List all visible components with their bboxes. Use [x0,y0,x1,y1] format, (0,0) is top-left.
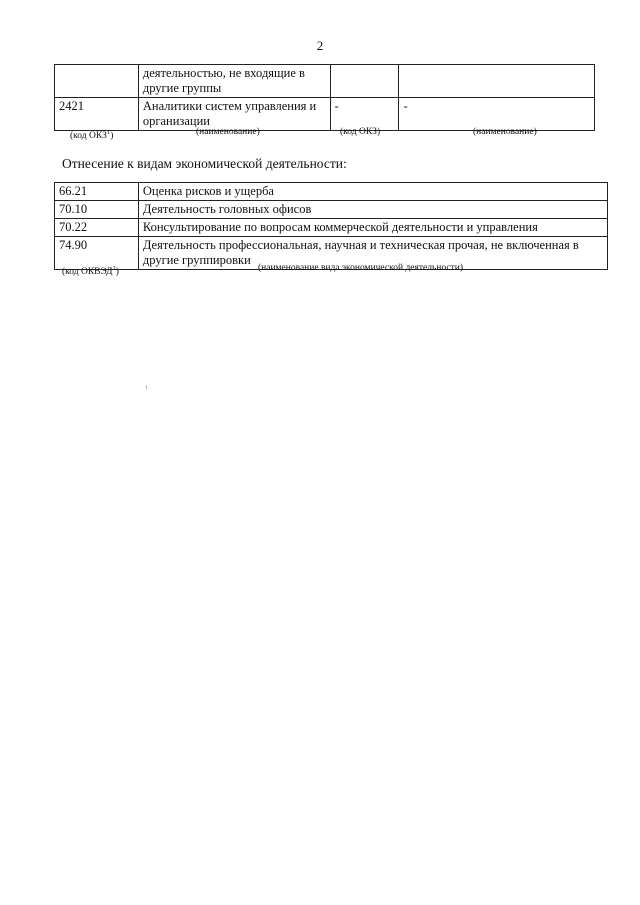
table-row [55,201,608,219]
okz-code-cell [55,65,139,98]
okved-name-cell: Деятельность головных офисов [138,201,607,219]
caption-text: (код ОКВЭД [62,267,113,278]
okved-name-caption: (наименование вида экономической деятельности) [258,263,463,273]
okz-table [54,64,595,131]
okz-code-cell: 2421 [55,98,139,131]
table-row [55,98,595,131]
caption-close: ) [115,267,119,278]
page-number: 2 [316,38,324,53]
okz-code2-cell: - [330,98,399,131]
scan-speck [146,385,147,389]
okved-code-cell: 74.90 [55,237,139,270]
okved-code-cell: 66.21 [55,183,139,201]
okz-name2-cell [399,65,595,98]
okved-code-cell: 70.22 [55,219,139,237]
okved-heading: Отнесение к видам экономической деятельности: [62,156,347,171]
table-row [55,183,608,201]
okved-name-cell: Консультирование по вопросам коммерческой деятельности и управления [138,219,607,237]
okz-code2-caption: (код ОКЗ) [340,127,381,137]
okz-code-caption [70,127,113,142]
table-row [55,219,608,237]
okz-name2-cell: - [399,98,595,131]
okved-table [54,182,608,270]
okz-code2-cell [330,65,399,98]
table-row [55,65,595,98]
okz-name-cell: деятельностью, не входящие в другие группы [138,65,330,98]
okved-name-cell: Оценка рисков и ущерба [138,183,607,201]
okz-name-caption: (наименование) [196,127,260,137]
okved-name-cell: Деятельность профессиональная, научная и техническая прочая, не включенная в другие группировки [138,237,607,270]
okved-code-cell: 70.10 [55,201,139,219]
okved-code-caption [62,263,119,278]
caption-text: (код ОКЗ [70,131,107,142]
okz-name-cell: Аналитики систем управления и организации [138,98,330,131]
footnote-mark: 1 [106,129,111,136]
caption-close: ) [110,131,114,142]
footnote-mark: 2 [112,265,116,272]
okz-name2-caption: (наименование) [473,127,537,137]
